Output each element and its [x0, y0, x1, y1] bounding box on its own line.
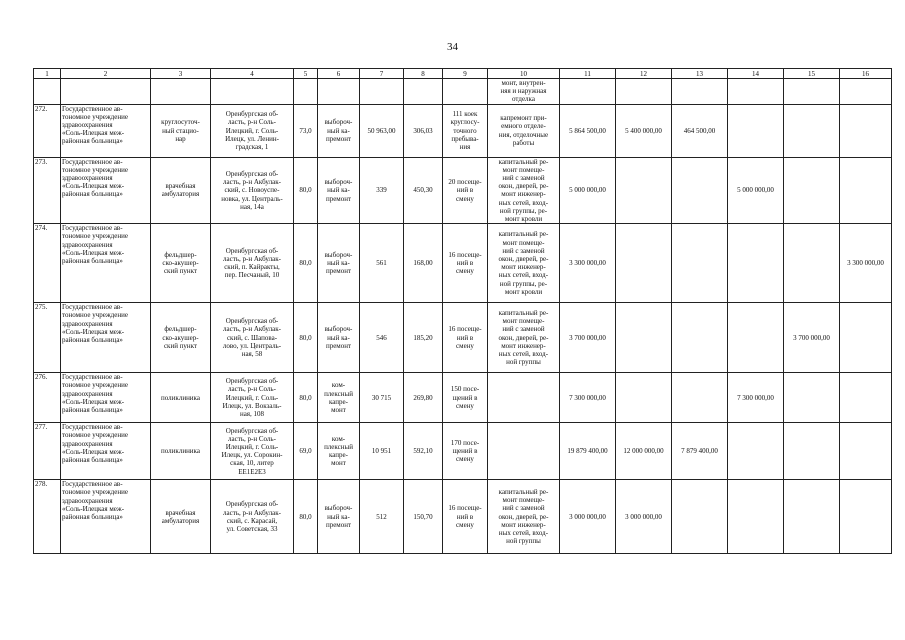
capacity-value: 450,30	[404, 157, 443, 224]
organization: Государственное ав- тономное учреждение здравоохранения «Соль-Илецкая меж- районная больница»	[61, 224, 151, 303]
carryover-work-description: монт, внутрен- няя и наружная отделка	[488, 79, 560, 105]
carryover-cell-12	[616, 79, 672, 105]
facility-type: фельдшер- ско-акушер- ский пункт	[151, 303, 211, 373]
column-header-5: 5	[294, 69, 318, 79]
table-row	[34, 373, 892, 423]
facility-type: круглосуточ- ный стацио- нар	[151, 104, 211, 157]
cost-year-5	[840, 303, 892, 373]
area: 50 963,00	[360, 104, 404, 157]
column-header-2: 2	[61, 69, 151, 79]
cost-year-4	[784, 480, 840, 554]
cost-year-3	[728, 480, 784, 554]
repair-type: выбороч- ный ка- премонт	[318, 480, 360, 554]
cost-year-5	[840, 480, 892, 554]
total-cost: 3 000 000,00	[560, 480, 616, 554]
capacity-value: 269,80	[404, 373, 443, 423]
cost-year-5	[840, 423, 892, 480]
address: Оренбургская об- ласть, р-н Соль- Илецкий, г. Соль- Илецк, ул. Ленин- градская, 1	[211, 104, 294, 157]
table-row	[34, 224, 892, 303]
carryover-cell-11	[560, 79, 616, 105]
repair-type: ком- плексный капре- монт	[318, 423, 360, 480]
address: Оренбургская об- ласть, р-н Акбулак- ский, п. Кайракты, пер. Песчаный, 10	[211, 224, 294, 303]
carryover-cell-13	[672, 79, 728, 105]
capacity: 16 посеще- ний в смену	[443, 303, 488, 373]
table-row	[34, 157, 892, 224]
column-header-12: 12	[616, 69, 672, 79]
work-description: капитальный ре- монт помеще- ний с заменой окон, дверей, ре- монт инженер- ных сетей, вход- ной группы	[488, 303, 560, 373]
carryover-cell-1	[34, 79, 61, 105]
repair-type: ком- плексный капре- монт	[318, 373, 360, 423]
organization: Государственное ав- тономное учреждение здравоохранения «Соль-Илецкая меж- районная больница»	[61, 373, 151, 423]
address: Оренбургская об- ласть, р-н Акбулак- ский, с. Новоуспе- новка, ул. Централь- ная, 14а	[211, 157, 294, 224]
row-number: 274.	[34, 224, 61, 303]
total-cost: 7 300 000,00	[560, 373, 616, 423]
column-header-6: 6	[318, 69, 360, 79]
cost-year-4	[784, 373, 840, 423]
cost-year-2	[672, 303, 728, 373]
area: 339	[360, 157, 404, 224]
table-body	[34, 69, 892, 554]
address: Оренбургская об- ласть, р-н Акбулак- ский, с. Шапова- лово, ул. Централь- ная, 58	[211, 303, 294, 373]
wear-percent: 69,0	[294, 423, 318, 480]
repair-type: выбороч- ный ка- премонт	[318, 157, 360, 224]
cost-year-3	[728, 104, 784, 157]
area: 546	[360, 303, 404, 373]
carryover-cell-8	[404, 79, 443, 105]
cost-year-2: 7 879 400,00	[672, 423, 728, 480]
carryover-cell-3	[151, 79, 211, 105]
cost-year-3: 7 300 000,00	[728, 373, 784, 423]
wear-percent: 80,0	[294, 224, 318, 303]
row-number: 275.	[34, 303, 61, 373]
organization: Государственное ав- тономное учреждение здравоохранения «Соль-Илецкая меж- районная больница»	[61, 104, 151, 157]
wear-percent: 80,0	[294, 303, 318, 373]
table-row	[34, 303, 892, 373]
wear-percent: 73,0	[294, 104, 318, 157]
table-row	[34, 104, 892, 157]
cost-year-4	[784, 157, 840, 224]
column-header-4: 4	[211, 69, 294, 79]
cost-year-3	[728, 224, 784, 303]
cost-year-5: 3 300 000,00	[840, 224, 892, 303]
capacity: 16 посеще- ний в смену	[443, 480, 488, 554]
carryover-cell-9	[443, 79, 488, 105]
row-number: 277.	[34, 423, 61, 480]
column-header-10: 10	[488, 69, 560, 79]
row-number: 276.	[34, 373, 61, 423]
table-row	[34, 480, 892, 554]
capacity-value: 168,00	[404, 224, 443, 303]
table-row	[34, 423, 892, 480]
repair-type: выбороч- ный ка- премонт	[318, 224, 360, 303]
organization: Государственное ав- тономное учреждение здравоохранения «Соль-Илецкая меж- районная больница»	[61, 303, 151, 373]
cost-year-5	[840, 157, 892, 224]
carryover-cell-6	[318, 79, 360, 105]
column-header-13: 13	[672, 69, 728, 79]
row-number: 272.	[34, 104, 61, 157]
column-header-16: 16	[840, 69, 892, 79]
facility-type: фельдшер- ско-акушер- ский пункт	[151, 224, 211, 303]
cost-year-3	[728, 303, 784, 373]
facility-type: врачебная амбулатория	[151, 480, 211, 554]
row-number: 278.	[34, 480, 61, 554]
address: Оренбургская об- ласть, р-н Акбулак- ский, с. Карасай, ул. Советская, 33	[211, 480, 294, 554]
repair-type: выбороч- ный ка- премонт	[318, 303, 360, 373]
cost-year-2	[672, 224, 728, 303]
cost-year-3: 5 000 000,00	[728, 157, 784, 224]
cost-year-2: 464 500,00	[672, 104, 728, 157]
cost-year-1: 3 000 000,00	[616, 480, 672, 554]
capacity: 20 посеще- ний в смену	[443, 157, 488, 224]
capacity-value: 185,20	[404, 303, 443, 373]
carryover-cell-2	[61, 79, 151, 105]
address: Оренбургская об- ласть, р-н Соль- Илецкий, г. Соль- Илецк, ул. Вокзаль- ная, 108	[211, 373, 294, 423]
area: 10 951	[360, 423, 404, 480]
column-header-15: 15	[784, 69, 840, 79]
cost-year-5	[840, 373, 892, 423]
organization: Государственное ав- тономное учреждение здравоохранения «Соль-Илецкая меж- районная больница»	[61, 157, 151, 224]
column-header-9: 9	[443, 69, 488, 79]
total-cost: 3 700 000,00	[560, 303, 616, 373]
column-number-row	[34, 69, 892, 79]
carryover-cell-15	[784, 79, 840, 105]
total-cost: 3 300 000,00	[560, 224, 616, 303]
capacity: 111 коек круглосу- точного пребыва- ния	[443, 104, 488, 157]
facility-type: поликлиника	[151, 373, 211, 423]
area: 30 715	[360, 373, 404, 423]
column-header-8: 8	[404, 69, 443, 79]
facility-type: врачебная амбулатория	[151, 157, 211, 224]
total-cost: 5 864 500,00	[560, 104, 616, 157]
work-description: капитальный ре- монт помеще- ний с заменой окон, дверей, ре- монт инженер- ных сетей, вход- ной группы, ре- монт кровли	[488, 157, 560, 224]
capacity-value: 306,03	[404, 104, 443, 157]
column-header-1: 1	[34, 69, 61, 79]
wear-percent: 80,0	[294, 157, 318, 224]
total-cost: 19 879 400,00	[560, 423, 616, 480]
column-header-11: 11	[560, 69, 616, 79]
cost-year-1	[616, 157, 672, 224]
column-header-14: 14	[728, 69, 784, 79]
cost-year-4: 3 700 000,00	[784, 303, 840, 373]
carryover-cell-5	[294, 79, 318, 105]
column-header-7: 7	[360, 69, 404, 79]
cost-year-4	[784, 423, 840, 480]
capacity: 150 посе- щений в смену	[443, 373, 488, 423]
work-description: капремонт при- емного отделе- ния, отделочные работы	[488, 104, 560, 157]
column-header-3: 3	[151, 69, 211, 79]
carryover-cell-4	[211, 79, 294, 105]
cost-year-2	[672, 480, 728, 554]
cost-year-5	[840, 104, 892, 157]
capacity: 16 посеще- ний в смену	[443, 224, 488, 303]
page-number: 34	[447, 41, 458, 53]
cost-year-4	[784, 224, 840, 303]
wear-percent: 80,0	[294, 480, 318, 554]
work-description	[488, 423, 560, 480]
cost-year-4	[784, 104, 840, 157]
carryover-cell-14	[728, 79, 784, 105]
cost-year-1: 12 000 000,00	[616, 423, 672, 480]
repair-type: выбороч- ный ка- премонт	[318, 104, 360, 157]
investment-table	[33, 68, 892, 554]
cost-year-3	[728, 423, 784, 480]
carryover-cell-16	[840, 79, 892, 105]
row-number: 273.	[34, 157, 61, 224]
area: 561	[360, 224, 404, 303]
facility-type: поликлиника	[151, 423, 211, 480]
cost-year-1	[616, 303, 672, 373]
capacity-value: 150,70	[404, 480, 443, 554]
work-description	[488, 373, 560, 423]
cost-year-1: 5 400 000,00	[616, 104, 672, 157]
cost-year-2	[672, 157, 728, 224]
wear-percent: 80,0	[294, 373, 318, 423]
area: 512	[360, 480, 404, 554]
cost-year-1	[616, 373, 672, 423]
organization: Государственное ав- тономное учреждение здравоохранения «Соль-Илецкая меж- районная больница»	[61, 423, 151, 480]
work-description: капитальный ре- монт помеще- ний с заменой окон, дверей, ре- монт инженер- ных сетей, вход- ной группы, ре- монт кровли	[488, 224, 560, 303]
organization: Государственное ав- тономное учреждение здравоохранения «Соль-Илецкая меж- районная больница»	[61, 480, 151, 554]
cost-year-2	[672, 373, 728, 423]
capacity-value: 592,10	[404, 423, 443, 480]
total-cost: 5 000 000,00	[560, 157, 616, 224]
work-description: капитальный ре- монт помеще- ний с заменой окон, дверей, ре- монт инженер- ных сетей, вход- ной группы	[488, 480, 560, 554]
address: Оренбургская об- ласть, р-н Соль- Илецкий, г. Соль- Илецк, ул. Сорокин- ская, 10, литер ЕЕ1Е2Е3	[211, 423, 294, 480]
carryover-cell-7	[360, 79, 404, 105]
carryover-row	[34, 79, 892, 105]
cost-year-1	[616, 224, 672, 303]
capacity: 170 посе- щений в смену	[443, 423, 488, 480]
